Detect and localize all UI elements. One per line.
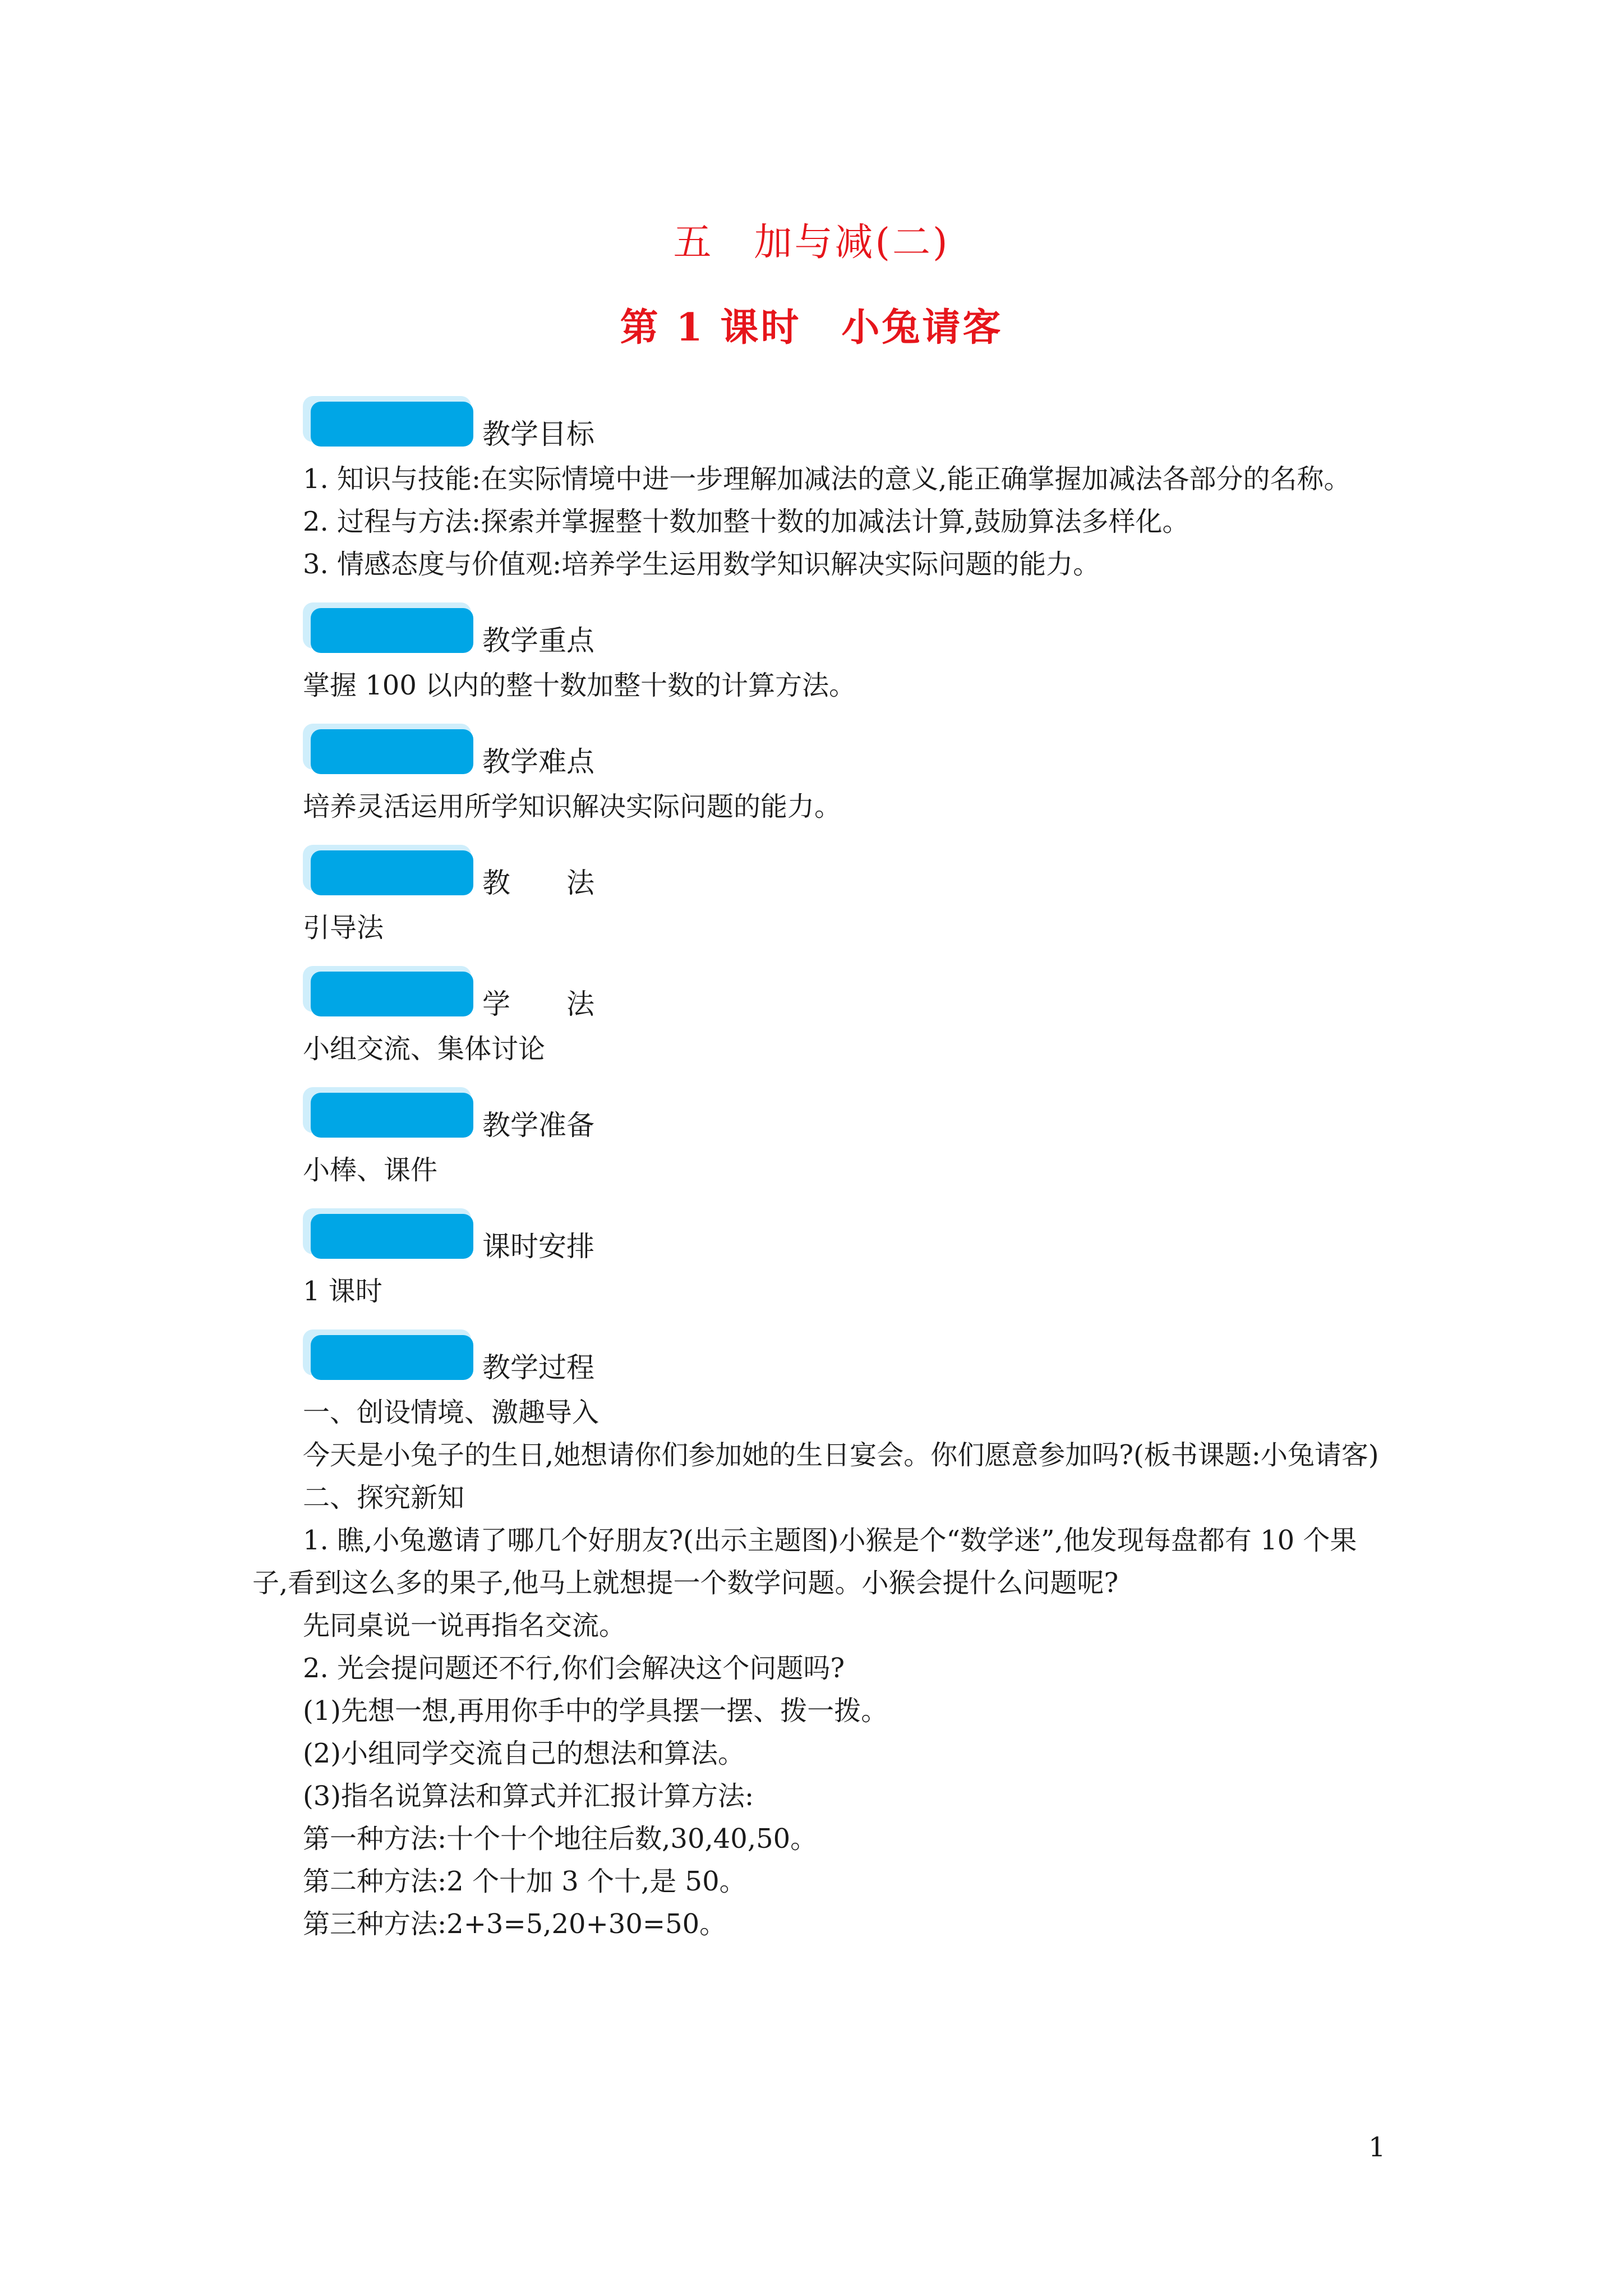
section-header-preparation (252, 1083, 1391, 1149)
section-badge (311, 729, 473, 774)
paragraph: 1. 瞧,小兔邀请了哪几个好朋友?(出示主题图)小猴是个“数学迷”,他发现每盘都有 10 个果子,看到这么多的果子,他马上就想提一个数学问题。小猴会提什么问题呢? (252, 1525, 1357, 1599)
paragraph: 2. 光会提问题还不行,你们会解决这个问题吗? (303, 1653, 845, 1684)
section-header-process (252, 1325, 1391, 1391)
paragraph: 掌握 100 以内的整十数加整十数的计算方法。 (303, 670, 856, 701)
section-header-key-points (252, 598, 1391, 664)
section-heading: 教学过程 (482, 1351, 594, 1384)
section-heading: 教 法 (482, 867, 594, 899)
section-header-schedule (252, 1204, 1391, 1270)
page-number: 1 (1368, 2132, 1386, 2163)
paragraph: 3. 情感态度与价值观:培养学生运用数学知识解决实际问题的能力。 (303, 549, 1100, 580)
section-header-objectives (252, 392, 1391, 458)
section-header-learning-method (252, 961, 1391, 1028)
paragraph: 小组交流、集体讨论 (303, 1033, 546, 1065)
section-badge (311, 850, 473, 895)
paragraph: 先同桌说一说再指名交流。 (303, 1610, 626, 1641)
paragraph: 今天是小兔子的生日,她想请你们参加她的生日宴会。你们愿意参加吗?(板书课题:小兔请客) (303, 1439, 1379, 1471)
paragraph: 1 课时 (303, 1276, 382, 1307)
section-badge (311, 402, 473, 447)
paragraph: (2)小组同学交流自己的想法和算法。 (303, 1738, 745, 1769)
paragraph: 第二种方法:2 个十加 3 个十,是 50。 (303, 1866, 746, 1897)
paragraph: 引导法 (303, 912, 384, 944)
section-heading: 教学目标 (482, 418, 594, 450)
lesson-title: 第 1 课时 小兔请客 (620, 305, 1003, 350)
paragraph: (3)指名说算法和算式并汇报计算方法: (303, 1780, 754, 1812)
section-header-difficulties (252, 719, 1391, 785)
section-badge (311, 972, 473, 1016)
paragraph: 第三种方法:2+3=5,20+30=50。 (303, 1908, 727, 1940)
section-badge (311, 608, 473, 653)
paragraph: 二、探究新知 (303, 1482, 465, 1513)
section-heading: 教学重点 (482, 624, 594, 657)
paragraph: 小棒、课件 (303, 1154, 438, 1186)
section-badge (311, 1214, 473, 1259)
paragraph: 第一种方法:十个十个地往后数,30,40,50。 (303, 1823, 818, 1855)
document-body (252, 379, 1391, 1945)
section-badge (311, 1093, 473, 1138)
paragraph: (1)先想一想,再用你手中的学具摆一摆、拨一拨。 (303, 1695, 888, 1727)
paragraph: 一、创设情境、激趣导入 (303, 1397, 600, 1428)
section-heading: 课时安排 (482, 1230, 594, 1263)
paragraph: 1. 知识与技能:在实际情境中进一步理解加减法的意义,能正确掌握加减法各部分的名称。 (303, 463, 1351, 495)
chapter-title: 五 加与减(二) (673, 220, 950, 265)
section-heading: 教学难点 (482, 746, 594, 778)
section-heading: 学 法 (482, 988, 594, 1020)
paragraph: 2. 过程与方法:探索并掌握整十数加整十数的加减法计算,鼓励算法多样化。 (303, 506, 1189, 537)
section-heading: 教学准备 (482, 1109, 594, 1142)
paragraph: 培养灵活运用所学知识解决实际问题的能力。 (303, 791, 842, 822)
section-badge (311, 1335, 473, 1380)
section-header-teaching-method (252, 840, 1391, 907)
